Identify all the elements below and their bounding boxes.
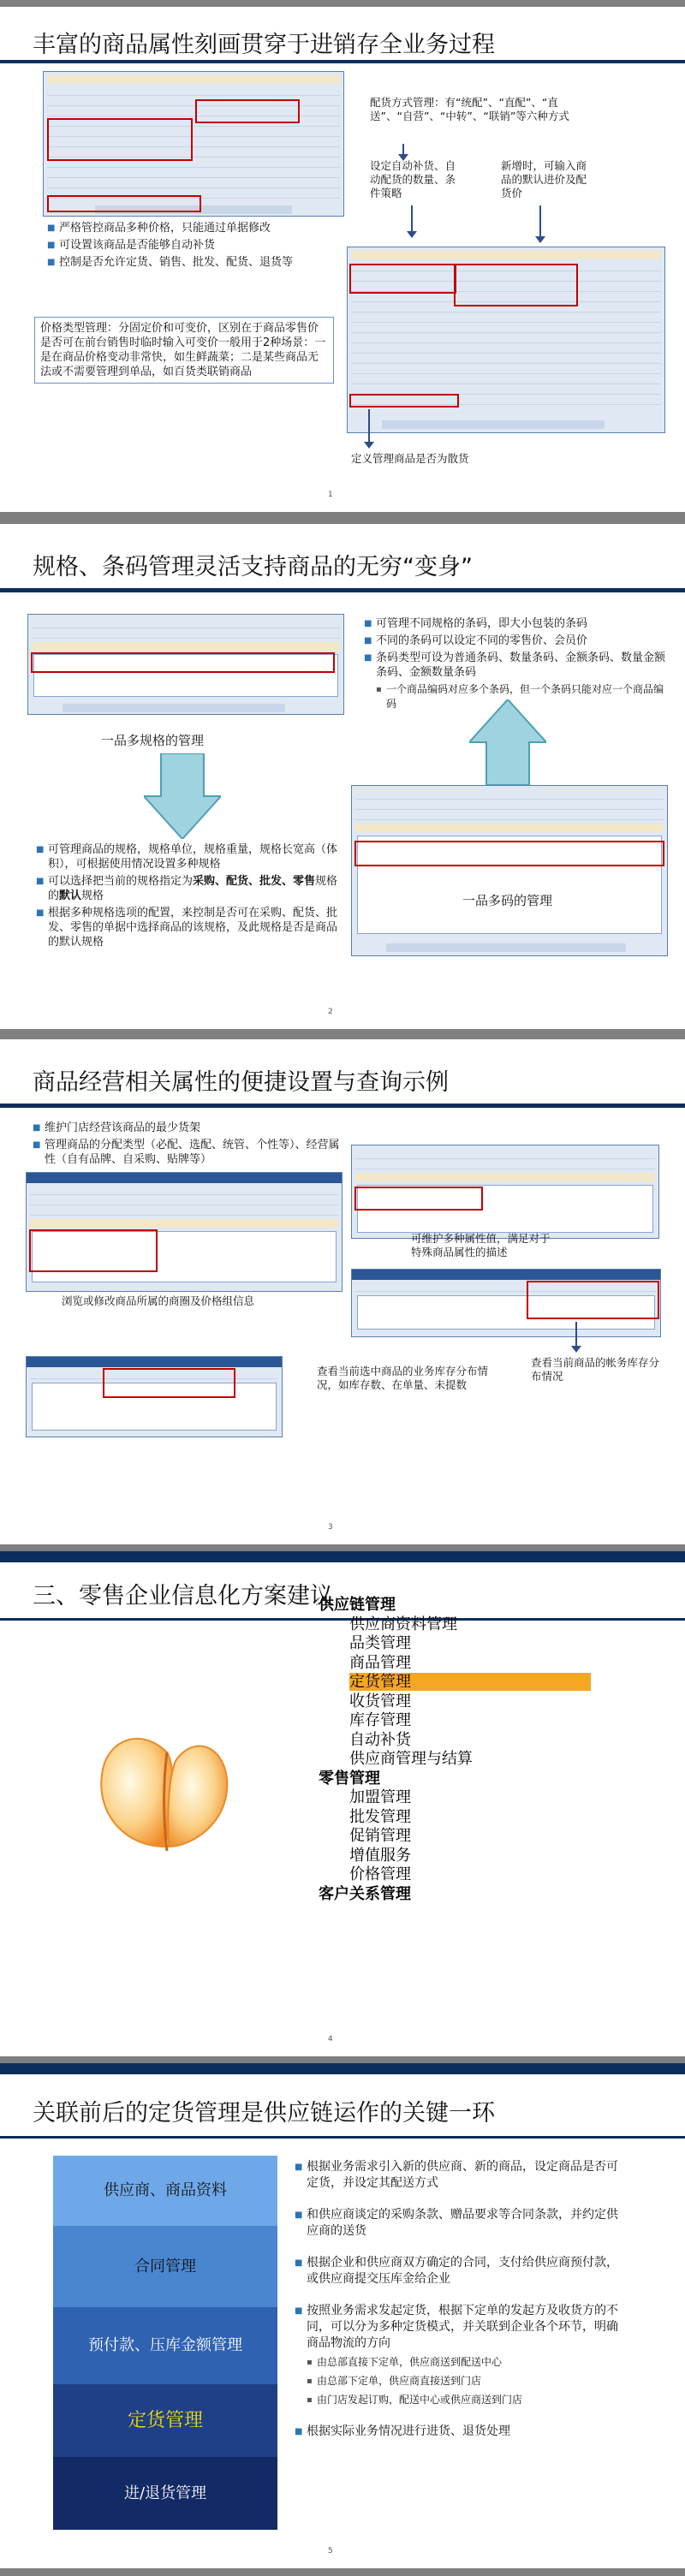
down-arrow-icon xyxy=(144,753,221,839)
bullet-bold: 默认 xyxy=(59,889,82,902)
page-number: 2 xyxy=(328,1008,333,1016)
menu-item: 批发管理 xyxy=(349,1807,411,1826)
bullet-text: 可以选择把当前的规格指定为 xyxy=(48,875,194,888)
page-number: 5 xyxy=(328,2547,333,2555)
label-business-stock: 查看当前选中商品的业务库存分布情况，如库存数、在单量、未提数 xyxy=(317,1365,489,1391)
bullet-item: ■ 管理商品的分配类型（必配、选配、统管、个性等）、经营属性（自有品牌、自采购、贴牌等） xyxy=(33,1138,341,1167)
menu-item: 商品管理 xyxy=(349,1653,411,1672)
bullet-subitem: ▪ 由总部下定单，供应商直接送到门店 xyxy=(295,2373,620,2389)
bullet-item: ■ 按照业务需求发起定货，根据下定单的发起方及收货方的不同，可以分为多种定货模式，并关联到企业各个环节，明确商品物流的方向 xyxy=(295,2303,620,2352)
highlight-box xyxy=(354,841,664,866)
page-number: 3 xyxy=(328,1523,333,1532)
bullet-item: ■ 控制是否允许定货、销售、批发、配货、退货等 xyxy=(47,255,338,270)
bullet-subitem: ▪ 由门店发起订购，配送中心或供应商送到门店 xyxy=(295,2392,620,2408)
menu-item: 价格管理 xyxy=(349,1865,411,1883)
bullet-item: ■ 根据业务需求引入新的供应商、新的商品，设定商品是否可定货，并设定其配送方式 xyxy=(295,2159,620,2192)
label-account-stock: 查看当前商品的帐务库存分布情况 xyxy=(531,1356,660,1383)
bullet-list-right xyxy=(364,616,672,714)
bullet-item: ■ 可设置该商品是否能够自动补货 xyxy=(47,238,338,253)
bullet-item: ■ 不同的条码可以设定不同的零售价、会员价 xyxy=(364,634,672,648)
page-number: 1 xyxy=(328,491,333,499)
menu-item: 库存管理 xyxy=(349,1711,411,1729)
menu-heading: 供应链管理 xyxy=(319,1596,396,1614)
menu-item: 供应商资料管理 xyxy=(349,1615,457,1633)
bullet-list xyxy=(295,2159,620,2442)
menu-item: 自动补货 xyxy=(349,1730,411,1749)
barcode-window xyxy=(351,785,668,956)
solution-menu xyxy=(319,1596,591,1904)
flow-step-highlighted: 定货管理 xyxy=(53,2384,277,2457)
top-bar xyxy=(0,1551,685,1562)
menu-item: 促销管理 xyxy=(349,1827,411,1845)
annotation-default-price: 新增时，可输入商品的默认进价及配货价 xyxy=(501,159,587,199)
highlight-box xyxy=(527,1281,659,1319)
slide-title: 规格、条码管理灵活支持商品的无穷“变身” xyxy=(33,554,473,580)
bullet-bold: 采购、配货、批发、零售 xyxy=(193,875,316,888)
flow-step: 预付款、压库金额管理 xyxy=(53,2307,277,2384)
slide-2 xyxy=(0,524,685,1029)
highlight-box xyxy=(195,99,300,123)
arrow xyxy=(368,409,370,443)
top-bar xyxy=(0,2063,685,2074)
slide-5 xyxy=(0,2063,685,2568)
title-rule xyxy=(0,60,685,63)
slide-3 xyxy=(0,1039,685,1544)
highlight-box xyxy=(31,652,335,673)
title-rule xyxy=(0,1104,685,1108)
bullet-list xyxy=(47,221,338,272)
bullet-item: ■ 根据多种规格选项的配置，来控制是否可在采购、配货、批发、零售的单据中选择商品的该规格，及此规格是否是商品的默认规格 xyxy=(36,906,344,949)
bullet-text: 规格的 xyxy=(48,875,338,902)
bullet-item: ■ 严格管控商品多种价格，只能通过单据修改 xyxy=(47,221,338,235)
bullet-text: 规格 xyxy=(81,889,104,902)
bullet-list xyxy=(33,1121,341,1169)
label-multi-spec: 一品多规格的管理 xyxy=(101,733,205,748)
menu-item: 供应商管理与结算 xyxy=(349,1750,473,1768)
slide-4 xyxy=(0,1551,685,2056)
highlight-box xyxy=(29,1229,158,1272)
label-attributes: 可维护多种属性值，满足对于特殊商品属性的描述 xyxy=(411,1232,551,1258)
flow-step: 供应商、商品资料 xyxy=(53,2156,277,2226)
highlight-box xyxy=(47,195,201,212)
bullet-item: ■ 可管理商品的规格，规格单位，规格重量，规格长宽高（体积），可根据使用情况设置多种规格 xyxy=(36,842,344,872)
annotation-distribution: 配货方式管理：有“统配”、“直配”、“直送”、“自营”、“中转”、“联销”等六种方式 xyxy=(370,96,569,122)
bullet-item: ■ 可管理不同规格的条码，即大小包装的条码 xyxy=(364,616,672,631)
label-multi-barcode: 一品多码的管理 xyxy=(462,893,553,908)
menu-item-highlighted: 定货管理 xyxy=(349,1673,591,1691)
bullet-item: ■ 维护门店经营该商品的最少货架 xyxy=(33,1121,341,1135)
menu-item: 增值服务 xyxy=(349,1846,411,1865)
highlight-box xyxy=(349,394,459,408)
slide-title: 三、零售企业信息化方案建议 xyxy=(33,1583,333,1609)
bullet-subitem: ▪ 一个商品编码对应多个条码，但一个条码只能对应一个商品编码 xyxy=(364,682,672,711)
highlight-box xyxy=(103,1368,235,1398)
arrow xyxy=(411,205,413,233)
bullet-item: ■ 条码类型可设为普通条码、数量条码、金额条码、数量金额条码、金额数量条码 xyxy=(364,651,672,680)
slide-title: 商品经营相关属性的便捷设置与查询示例 xyxy=(33,1069,449,1096)
highlight-box xyxy=(47,118,193,161)
annotation-bulk-goods: 定义管理商品是否为散货 xyxy=(351,452,469,465)
slide-title: 丰富的商品属性刻画贯穿于进销存全业务过程 xyxy=(33,32,495,58)
title-rule xyxy=(0,588,685,592)
bullet-item: ■ 根据企业和供应商双方确定的合同，支付给供应商预付款，或供应商提交压库金给企业 xyxy=(295,2255,620,2287)
bullet-item: ■ 和供应商谈定的采购条款、赠品要求等合同条款，并约定供应商的送货 xyxy=(295,2207,620,2240)
slide-title: 关联前后的定货管理是供应链运作的关键一环 xyxy=(33,2100,495,2127)
price-type-callout: 价格类型管理：分固定价和可变价，区别在于商品零售价是否可在前台销售时临时输入可变价一般用于2种场景：一是在商品价格变动非常快，如生鲜蔬菜；二是某些商品无法或不需要管理到单品，如百货类联销商品 xyxy=(34,317,334,384)
menu-item: 加盟管理 xyxy=(349,1788,411,1806)
menu-item: 收货管理 xyxy=(349,1692,411,1710)
bullet-item xyxy=(36,874,344,903)
arrow xyxy=(402,144,404,156)
flow-step: 进/退货管理 xyxy=(53,2457,277,2530)
bullet-item: ■ 根据实际业务情况进行进货、退货处理 xyxy=(295,2424,620,2440)
butterfly-logo-icon xyxy=(90,1718,244,1872)
highlight-box xyxy=(354,1187,483,1211)
highlight-box xyxy=(454,264,578,306)
arrow xyxy=(539,205,541,238)
annotation-auto-replenish: 设定自动补货、自动配货的数量、条件策略 xyxy=(370,159,456,199)
page-number: 4 xyxy=(328,2035,333,2044)
arrow xyxy=(575,1322,577,1347)
flow-step: 合同管理 xyxy=(53,2226,277,2307)
title-rule xyxy=(0,2136,685,2139)
highlight-box xyxy=(349,264,456,294)
menu-heading: 客户关系管理 xyxy=(319,1884,411,1903)
slide-1 xyxy=(0,7,685,512)
menu-heading: 零售管理 xyxy=(319,1769,380,1788)
bullet-subitem: ▪ 由总部直接下定单，供应商送到配送中心 xyxy=(295,2354,620,2371)
label-trade-area: 浏览或修改商品所属的商圈及价格组信息 xyxy=(62,1294,255,1307)
bullet-list-left xyxy=(36,842,344,952)
menu-item: 品类管理 xyxy=(349,1634,411,1652)
